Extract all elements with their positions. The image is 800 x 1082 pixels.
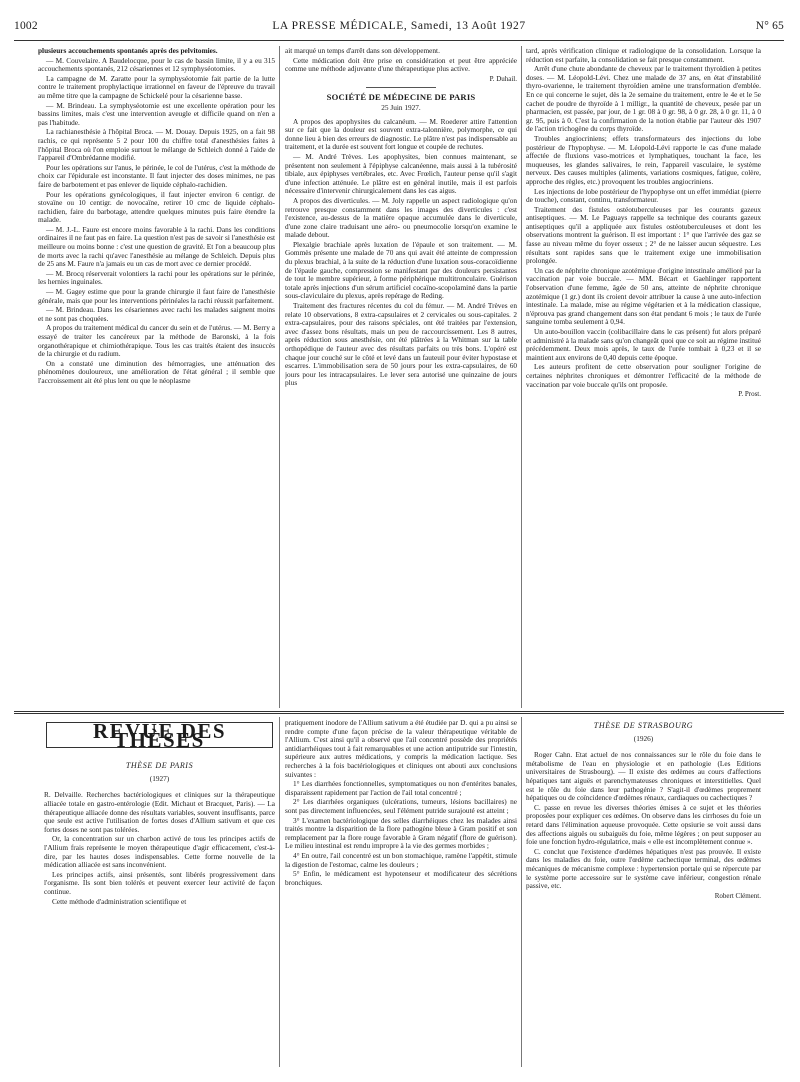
paragraph: Troubles angiocriniens; effets transformateurs des injections du lobe postérieur de l'hypophyse. — M. Léopold-Lévi rapporte le cas d'une malade affectée de fluxions vaso-motrices et lymphatiques, touchant la face, les muqueuses, les glandes salivaires, le rein, l'appareil vasculaire, le système nerveux. Des causes multiples (aliments, variations cosmiques, fatigue, colère, approche des règles, etc.) provoquent les troubles angiocriniens. — [526, 133, 761, 186]
paragraph: 1° Les diarrhées fonctionnelles, symptomatiques ou non d'entérites banales, disparaissent rapidement par l'action de l'ail total concentré ; — [285, 779, 517, 797]
paragraph: Un cas de néphrite chronique azotémique d'origine intestinale amélioré par la vaccination par voie buccale. — MM. Bécart et Gaehlinger rapportent l'observation d'une femme, âgée de 50 ans, atteinte de néphrite chronique azotémique (1 gr.) dont ils croient devoir attribuer la cause à une auto-infection intestinale. La malade, mise au régime végétarien et à la médication classique, n'éprouva pas grand changement dans son état pendant 6 mois ; le taux de l'urée sanguine tomba seulement à 0,94. — [526, 265, 761, 327]
article-column-3 — [526, 47, 761, 707]
journal-title: LA PRESSE MÉDICALE, Samedi, 13 Août 1927 — [272, 20, 526, 32]
paragraph: — M. André Trèves. Les apophysites, bien connues maintenant, se présentent non seulement à l'épiphyse calcanéenne, mais aussi à la tubérosité tibiale, aux épiphyses vertébrales, etc. Avec Frœlich, l'auteur pense qu'il s'agit d'une infection atténuée. Le plâtre est en général inutile, mais il est parfois nécessaire d'intervenir chirurgicalement dans les cas aigus. — [285, 151, 517, 196]
section-rule — [14, 713, 784, 714]
column-divider — [521, 46, 522, 708]
signature: Robert Clément. — [714, 891, 761, 900]
society-date: 25 Juin 1927. — [381, 102, 421, 112]
paragraph: A propos des apophysites du calcanéum. — M. Roederer attire l'attention sur ce fait que la douleur est souvent extra-talonnière, polymorphe, ce qui donne lieu à bien des erreurs de diagnostic. Le plâtre n'est pas indispensable au traitement, et la durée est souvent fort longue et coupée de rechutes. — [285, 116, 517, 152]
paragraph: Cette médication doit être prise en considération et peut être appréciée comme une méthode adjuvante d'une thérapeutique plus active. — [285, 55, 517, 74]
these-year: (1926) — [633, 733, 654, 743]
these-heading: THÈSE DE PARIS — [125, 761, 194, 771]
paragraph: Un auto-bouillon vaccin (colibacillaire dans le cas présent) fut alors préparé et administré à la malade sans qu'on changeât quoi que ce soit au régime institué précédemment. Deux mois après, le taux de l'urée tombait à 0,23 et il se maintient aux environs de 0,40 depuis cette époque. — [526, 327, 761, 362]
paragraph: R. Delvaille. Recherches bactériologiques et cliniques sur la thérapeutique alliacée totale en gastro-entérologie (Edit. Michaut et Bracquet, Paris). — La thérapeutique alliacée donne des résultats variables, souvent insuffisants, parce que seule est active l'utilisation de fortes doses d'Allium sativum et que ces fortes doses ne sont pas tolérées. — [44, 790, 275, 834]
society-title: SOCIÉTÉ DE MÉDECINE DE PARIS — [326, 92, 476, 103]
page-header — [14, 20, 784, 36]
article-column-2 — [285, 47, 517, 707]
article-column-1 — [38, 47, 275, 707]
paragraph: Cette méthode d'administration scientifique et — [52, 896, 187, 906]
paragraph: A propos du traitement médical du cancer du sein et de l'utérus. — M. Berry a essayé de traiter les cancéreux par la méthode de Baronski, à la fois organothérapique et chimiothérapique. Tous les cas traités étaient des insuccès de la chirurgie et du radium. — [38, 323, 275, 359]
column-5-body — [285, 719, 517, 887]
paragraph: pratiquement inodore de l'Allium sativum a été étudiée par D. qui a pu ainsi se rendre compte d'une façon précise de la valeur thérapeutique véritable de l'Allium. C'est ainsi qu'il a observé que l'ail concentré possède des propriétés antidiarrhéiques tout à fait remarquables et une action antiputride sur l'intestin, supérieure aux autres médications, y compris la médication lactique. Ses recherches à la fois bactériologiques et cliniques ont abouti aux conclusions suivantes : — [285, 719, 517, 779]
section-rule — [14, 711, 784, 712]
paragraph: tard, après vérification clinique et radiologique de la consolidation. Lorsque la réduction est parfaite, la consolidation se fait presque constamment. — [526, 47, 761, 64]
section-separator — [366, 87, 436, 88]
paragraph: Traitement des fractures récentes du col du fémur. — M. André Trèves en relate 10 observations, 8 extra-capsulaires et 2 cervicales ou sous-capitales. 2 extra-capsulaires, pour des raisons spéciales, ont été traitées par l'extension, avec d'assez bons résultats, mais un peu de raccourcissement. Les 8 autres, après réduction sous anesthésie, ont été plâtrées à la Whitman sur la table orthopédique de l'auteur avec des résultats parfaits ou très bons. L'opéré est chaque jour couché sur le côté et levé dans un fauteuil pour éviter hypostase et escarres. L'immobilisation sera de 50 jours pour les extra-capsulaires, de 60 jours pour les intracapsulaires. Le lever sera autorisé une quinzaine de jours plus — [285, 301, 517, 388]
paragraph: C. conclut que l'existence d'œdèmes hépatiques n'est pas prouvée. Il existe dans les maladies du foie, outre l'œdème cachectique terminal, des œdèmes mécaniques de mécanisme complexe : hypertension portale qui se répercute par le système porte accessoire sur le système cave inférieur, congestion rénale passive, etc. — [526, 846, 761, 891]
article-column-5 — [285, 719, 517, 1067]
paragraph: Or, la concentration sur un charbon activé de tous les principes actifs de l'Allium frais représente le moyen thérapeutique d'agir efficacement, c'est-à-dire, par les hautes doses indispensables. Cette forme nouvelle de la médication alliacée est sans inconvénient. — [44, 834, 275, 870]
article-column-6 — [526, 719, 761, 1067]
paragraph: Arrêt d'une chute abondante de cheveux par le traitement thyroïdien à petites doses. — M. Léopold-Lévi. Chez une malade de 37 ans, en état d'instabilité thyro-ovarienne, le traitement thyroïdien amène une transformation d'emblée. En ce qui concerne le sujet, dès la 2e semaine du traitement, entre le 4e et le 5e cachet de poudre de thyroïde à 1 milligr., la quantité de cheveux, pesée par un pharmacien, est passée, par jour, de 1 gr. 08 à 0 gr. 98, à 0 gr. 28, à 0 gr. 11, à 0 gr. 95, puis à 0. C'est la confirmation de la notion établie par l'auteur dès 1907 de l'action trichogène du corps thyroïde. — [526, 64, 761, 134]
paragraph: — M. Couvelaire. A Baudelocque, pour le cas de bassin limite, il y a eu 315 accouchements spontanés, 212 césariennes et 12 symphyséotomies. — [38, 55, 275, 74]
column-2-top — [285, 47, 517, 74]
paragraph: Plexalgie brachiale après luxation de l'épaule et son traitement. — M. Gommès présente une malade de 70 ans qui avait été atteinte de compression du plexus brachial, à la suite de la réduction d'une luxation sous-coracoïdienne de l'épaule gauche, compression se manifestant par des douleurs persistantes de tout le membre supérieur, à forme périphérique multitronculaire. Guérison totale après injections d'un sérum artificiel cocaïno-scopolaminé dans la partie sous-claviculaire du plexus, après repérage de Reding. — [285, 239, 517, 301]
paragraph: Pour les opérations sur l'anus, le périnée, le col de l'utérus, c'est la méthode de choix car l'épidurale est inconstante. Il faut injecter des doses minimes, ne pas faire de barbotement et pas enlever de liquide céphalo-rachidien. — [38, 162, 275, 189]
paragraph: Traitement des fistules ostéotuberculeuses par les courants gazeux antiseptiques. — M. Le Paguays rappelle sa technique des courants gazeux antiseptiques qu'il a appliquée aux fistules ostéotuberculeuses et dont les observations montrent la guérison. Il est important : 1° que l'arrivée des gaz se fasse au niveau même du foyer osseux ; 2° de ne laisser aucun séquestre. Les résultats sont rapides sans que le traitement exige une immobilisation prolongée. — [526, 204, 761, 266]
section-title: REVUE DES THÈSES — [92, 719, 227, 752]
paragraph: La rachianesthésie à l'hôpital Broca. — M. Douay. Depuis 1925, on a fait 98 rachis, ce qui représente 5 2 pour 100 du chiffre total d'anesthésies faites à l'hôpital Broca où l'on emploie surtout le mélange de Schleich donné à l'aide de l'appareil d'Ombrédanne modifié. — [38, 127, 275, 163]
these-year: (1927) — [149, 773, 170, 783]
paragraph: Les auteurs profitent de cette observation pour souligner l'origine de certaines néphrites chroniques et démontrer l'efficacité de la méthode de vaccination par voie buccale qu'ils ont proposée. — [526, 362, 761, 389]
column-4-body — [44, 791, 275, 906]
paragraph: 3° L'examen bactériologique des selles diarrhéiques chez les malades ainsi traités montre la disparition de la flore pathogène bleue à Gram positif et son remplacement par la flore rouge favorable à Gram négatif (flore de guérison). Le milieu intestinal est rendu impropre à la vie des germes morbides ; — [285, 815, 517, 851]
column-3-body — [526, 47, 761, 389]
paragraph: Les principes actifs, ainsi présentés, sont libérés progressivement dans l'organisme. Ils sont bien tolérés et peuvent exercer leur activité de façon continue. — [44, 869, 275, 896]
signature: P. Prost. — [738, 390, 761, 399]
paragraph: — M. Brindeau. Dans les césariennes avec rachi les malades saignent moins et ne sont pas choquées. — [38, 305, 275, 323]
paragraph: — M. Brindeau. La symphyséotomie est une excellente opération pour les bassins limites, mais c'est une intervention aveugle et difficile quand on n'en a pas l'habitude. — [38, 100, 275, 127]
column-2-body — [285, 118, 517, 388]
column-divider — [279, 46, 280, 708]
these-heading: THÈSE DE STRASBOURG — [593, 721, 694, 730]
paragraph: 5° Enfin, le médicament est hypotenseur et modificateur des sécrétions bronchiques. — [285, 869, 517, 887]
column-divider — [279, 717, 280, 1067]
paragraph: — M. Brocq réserverait volontiers la rachi pour les opérations sur le périnée, les hernies inguinales. — [38, 268, 275, 287]
paragraph: 2° Les diarrhées organiques (ulcérations, tumeurs, lésions bacillaires) ne sont pas directement influencées, seul l'élément putride surajouté est atteint ; — [285, 797, 517, 815]
paragraph: A propos des diverticules. — M. Joly rappelle un aspect radiologique qu'on retrouve presque constamment dans les images des diverticules : c'est l'existence, au-dessus de la matière opaque accumulée dans le diverticule, d'une zone claire traduisant une aéro- ou pneumocolie lorsqu'on examine le malade debout. — [285, 195, 517, 240]
paragraph: Pour les opérations gynécologiques, il faut injecter environ 6 centigr. de stovaïne ou 10 centigr. de novocaïne, retirer 10 cmc de liquide céphalo-rachidien, faire du barbotage, attendre quelques minutes puis faire étendre la malade. — [38, 189, 275, 225]
paragraph: 4° En outre, l'ail concentré est un bon stomachique, ramène l'appétit, stimule la digestion de l'estomac, calme les douleurs ; — [285, 850, 517, 869]
paragraph: Les injections de lobe postérieur de l'hypophyse ont un effet immédiat (pierre de touche), constant, continu, transformateur. — [526, 186, 761, 205]
column-6-body — [526, 751, 761, 891]
signature: P. Duhail. — [489, 74, 517, 83]
paragraph: plusieurs accouchements spontanés après des pelvitomies. — [38, 47, 218, 55]
paragraph: On a constaté une diminution des hémorragies, une atténuation des phénomènes douloureux, une amélioration de l'état général ; il semble que l'accroissement ait été plus lent ou que le néoplasme — [38, 358, 275, 385]
issue-number: N° 65 — [755, 20, 784, 32]
paragraph: Roger Cahn. Etat actuel de nos connaissances sur le rôle du foie dans le métabolisme de l'eau en physiologie et en pathologie (Les Editions universitaires de Strasbourg). — Il existe des œdèmes au cours d'affections hépatiques tant aiguës et parenchymateuses chroniques et interstitielles. Quel est le rôle du foie dans leur pathogénie ? S'agit-il d'œdèmes proprement hépatiques ou de coïncidence d'œdèmes rénaux, cardiaques ou cachectiques ? — [526, 750, 761, 803]
paragraph: C. passe en revue les diverses théories émises à ce sujet et les théories proposées pour expliquer ces œdèmes. On observe dans les cirrhoses du foie un retard dans l'élimination aqueuse provoquée. Cette opsiurie se voit aussi dans des affections aiguës ou subaiguës du foie, même légères ; on peut supposer au foie une fonction hydro-régulatrice, mais « elle est incomplètement connue ». — [526, 802, 761, 847]
header-rule — [14, 40, 784, 41]
paragraph: — M. J.-L. Faure est encore moins favorable à la rachi. Dans les conditions ordinaires il ne faut pas en faire. La question n'est pas de savoir si l'anesthésie est meilleure ou moins bonne : c'est une question de gravité. Et l'on a beaucoup plus de morts avec la rachi qu'avec l'anesthésie au mélange de Schleich. Depuis plus de 25 ans M. Faure n'a jamais eu un cas de mort avec ce dernier procédé. — [38, 224, 275, 269]
paragraph: — M. Gagey estime que pour la grande chirurgie il faut faire de l'anesthésie générale, mais que pour les interventions périnéales la rachi réussit parfaitement. — [38, 287, 275, 305]
article-column-4 — [44, 716, 275, 1068]
paragraph: La campagne de M. Zaratte pour la symphyséotomie fait partie de la lutte contre le traitement prophylactique irrationnel en faveur de l'épreuve du travail au même titre que la campagne de Schickelé pour la césarienne basse. — [38, 73, 275, 100]
revue-des-theses-box — [46, 719, 273, 752]
page-number: 1002 — [14, 20, 38, 32]
column-divider — [521, 717, 522, 1067]
paragraph: ait marqué un temps d'arrêt dans son développement. — [285, 47, 440, 55]
